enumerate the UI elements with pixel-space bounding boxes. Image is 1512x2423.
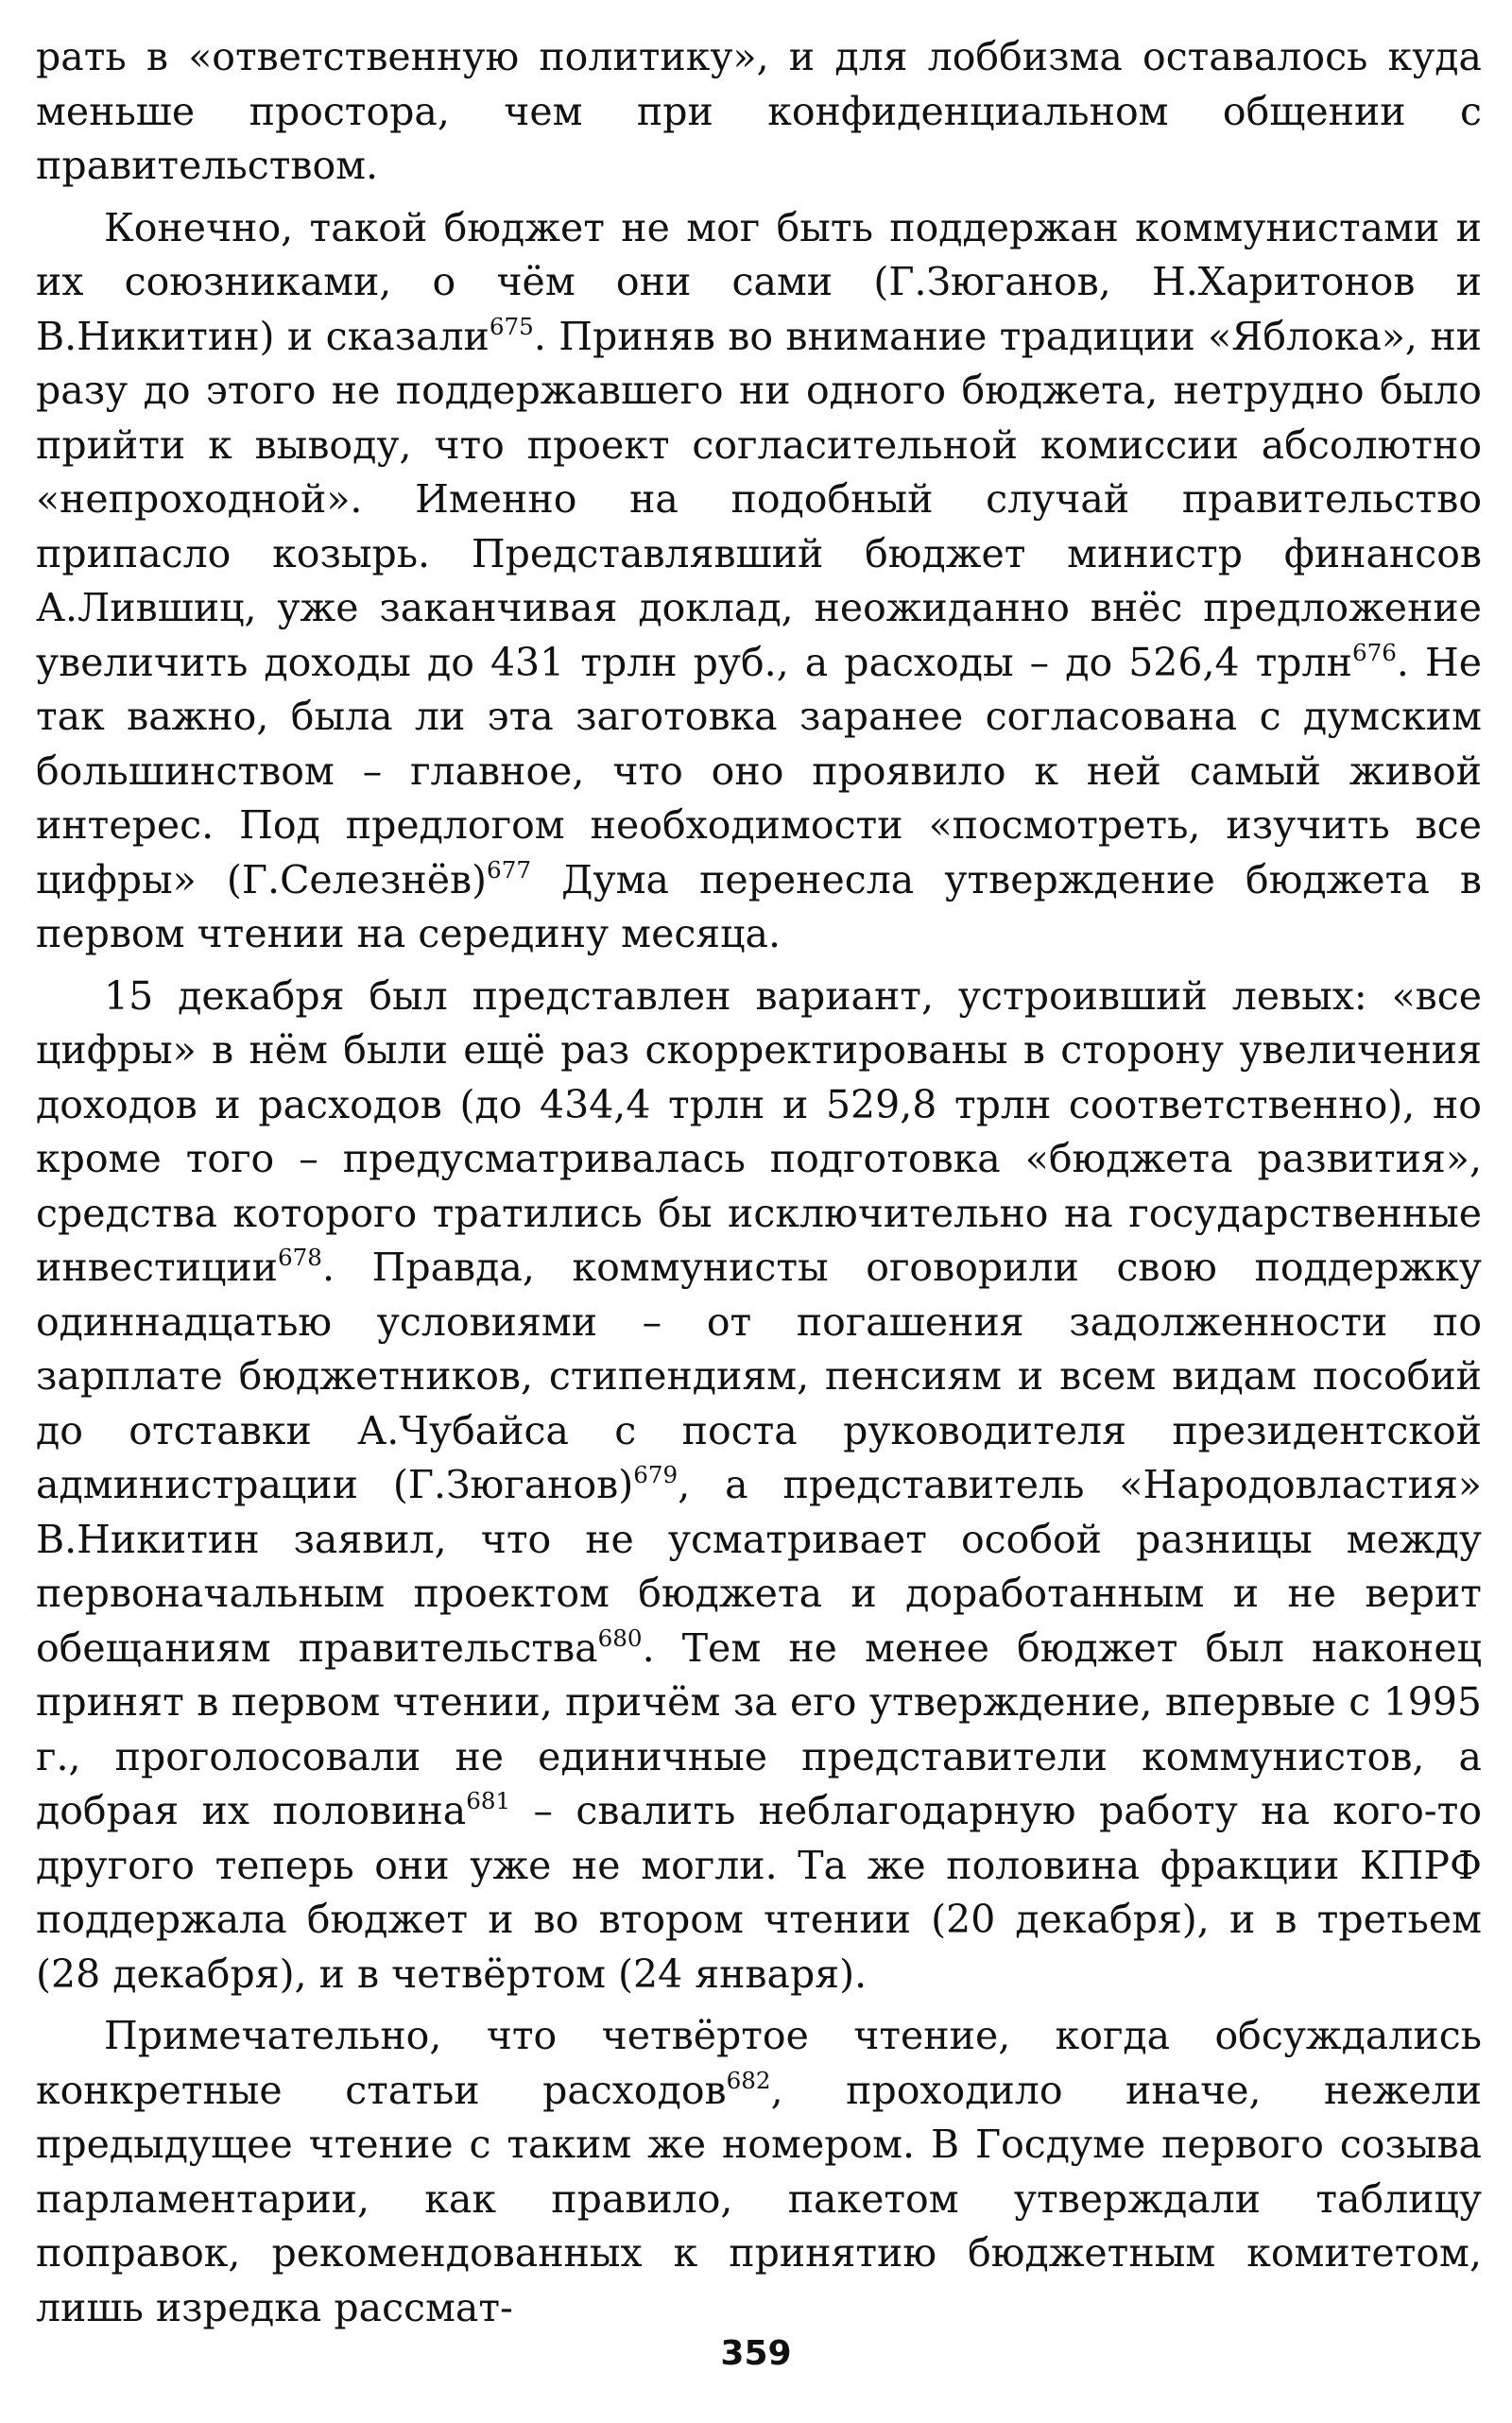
body-text [36, 30, 1482, 2335]
text-run: . Правда, коммунисты оговорили свою поддержку одиннадцатью условиями – от погашения задолженности по зарплате бюджетников, стипендиям, пенсиям и всем видам пособий до отставки А.Чубайса с поста руководителя президентской администрации (Г.Зюганов) [36, 1245, 1482, 1507]
text-run: Конечно, такой бюджет не мог быть поддержан коммунистами и их союзниками, о чём они сами (Г.Зюганов, Н.Харитонов и В.Никитин) и сказали [36, 204, 1482, 359]
footnote-reference: 680 [597, 1624, 643, 1652]
text-run: рать в «ответственную политику», и для лоббизма оставалось куда меньше простора, чем при конфиденциальном общении с правительством. [36, 34, 1482, 188]
paragraph [36, 970, 1482, 2002]
text-run: Дума перенесла утверждение бюджета в первом чтении на середину месяца. [36, 856, 1482, 956]
footnote-reference: 677 [487, 855, 531, 884]
text-run: – свалить неблагодарную работу на кого-то другого теперь они уже не могли. Та же половина фракции КПРФ поддержала бюджет и во втором чтении (20 декабря), и в третьем (28 декабря), и в четвёртом (24 января). [36, 1788, 1482, 1997]
footnote-reference: 682 [726, 2066, 771, 2094]
text-run: Примечательно, что четвёртое чтение, когда обсуждались конкретные статьи расходов [36, 2013, 1482, 2113]
text-run: . Приняв во внимание традиции «Яблока», ни разу до этого не поддержавшего ни одного бюджета, нетрудно было прийти к выводу, что проект согласительной комиссии абсолютно «непроходной». Именно на подобный случай правительство припасло козырь. Представлявший бюджет министр финансов А.Лившиц, уже заканчивая доклад, неожиданно внёс предложение увеличить доходы до 431 трлн руб., а расходы – до 526,4 трлн [36, 313, 1482, 685]
paragraph [36, 2009, 1482, 2335]
text-run: . Тем не менее бюджет был наконец принят в первом чтении, причём за его утверждение, впервые с 1995 г., проголосовали не единичные представители коммунистов, а добрая их половина [36, 1624, 1483, 1833]
text-run: . Не так важно, была ли эта заготовка заранее согласована с думским большинством – главное, что оно проявило к ней самый живой интерес. Под предлогом необходимости «посмотреть, изучить все цифры» (Г.Селезнёв) [36, 639, 1482, 902]
text-run: , проходило иначе, нежели предыдущее чтение с таким же номером. В Госдуме первого созыва парламентарии, как правило, пакетом утверждали таблицу поправок, рекомендованных к принятию бюджетным комитетом, лишь изредка рассмат- [36, 2067, 1482, 2330]
footnote-reference: 678 [278, 1244, 322, 1272]
footnote-reference: 676 [1351, 638, 1397, 666]
footnote-reference: 679 [633, 1461, 679, 1489]
page-number: 359 [720, 2334, 792, 2373]
paragraph [36, 30, 1482, 194]
text-run: , а представитель «Народовластия» В.Никитин заявил, что не усматривает особой разницы между первоначальным проектом бюджета и доработанным и не верит обещаниям правительства [36, 1462, 1482, 1671]
paragraph [36, 201, 1482, 962]
footnote-reference: 675 [489, 312, 534, 340]
footnote-reference: 681 [466, 1787, 511, 1815]
text-run: 15 декабря был представлен вариант, устроивший левых: «все цифры» в нём были ещё раз скорректированы в сторону увеличения доходов и расходов (до 434,4 трлн и 529,8 трлн соответственно), но кроме того – предусматривалась подготовка «бюджета развития», средства которого тратились бы исключительно на государственные инвестиции [36, 972, 1482, 1290]
